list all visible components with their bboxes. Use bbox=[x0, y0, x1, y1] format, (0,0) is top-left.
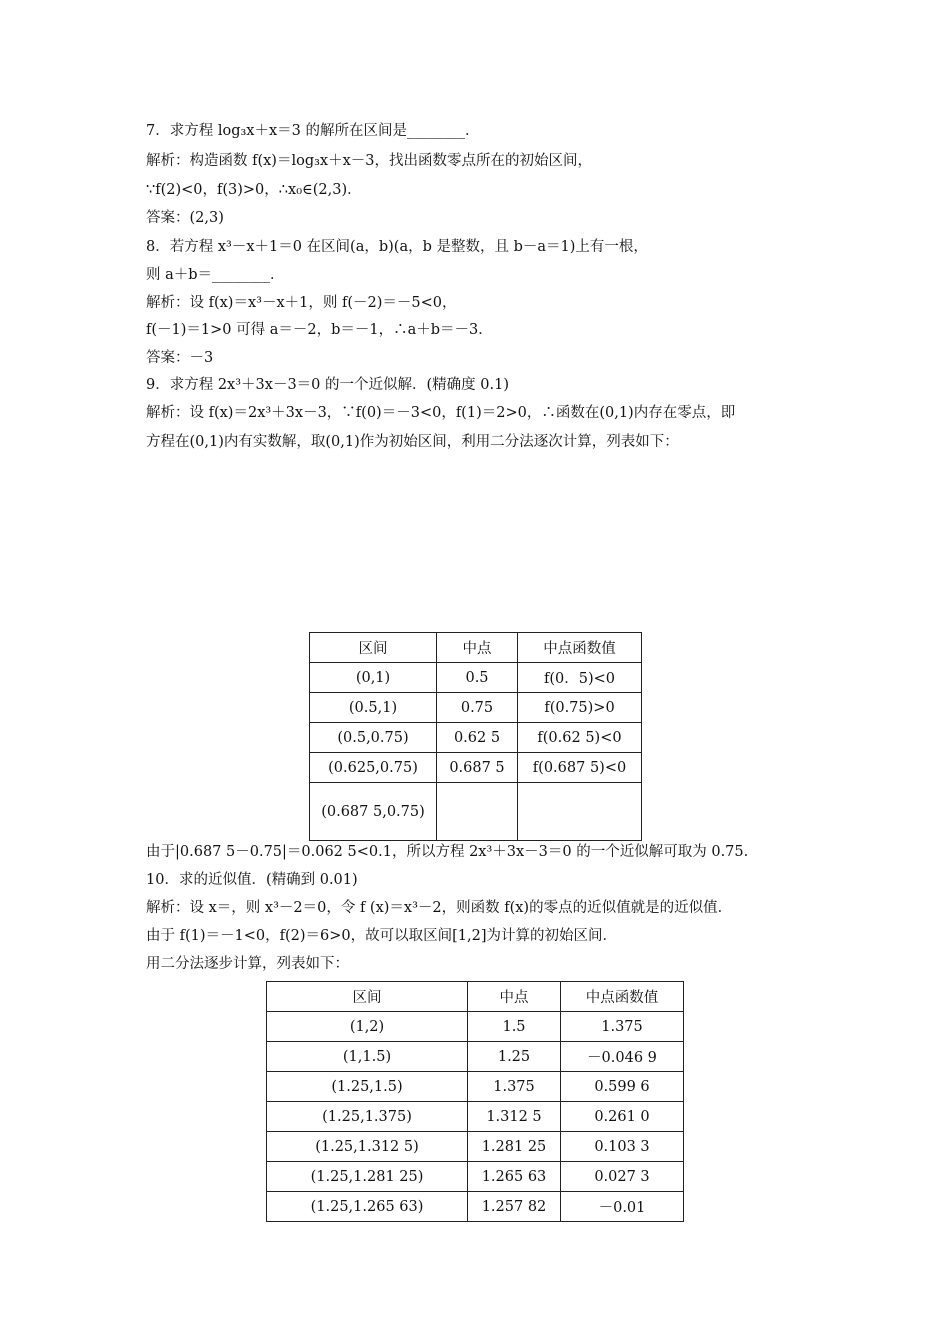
table-row bbox=[267, 1072, 684, 1102]
table-cell: 0.027 3 bbox=[561, 1162, 684, 1192]
problem-9-analysis: 解析：设 f(x)＝2x³＋3x－3，∵f(0)＝－3<0，f(1)＝2>0，∴函数在(0,1)内存在零点，即 bbox=[146, 405, 736, 421]
problem-10-question: 10．求的近似值．(精确到 0.01) bbox=[146, 872, 358, 888]
table-header: 区间 bbox=[310, 633, 437, 663]
table-cell: －0.046 9 bbox=[561, 1042, 684, 1072]
table-row bbox=[310, 723, 642, 753]
table-cell: f(0.62 5)<0 bbox=[518, 723, 642, 753]
table-cell: 1.375 bbox=[561, 1012, 684, 1042]
problem-8-question: 8．若方程 x³－x＋1＝0 在区间(a，b)(a，b 是整数，且 b－a＝1)上有一根， bbox=[146, 239, 648, 255]
table-cell: f(0.687 5)<0 bbox=[518, 753, 642, 783]
table-header: 中点 bbox=[437, 633, 518, 663]
table-row bbox=[267, 1102, 684, 1132]
table-cell: (0.687 5,0.75) bbox=[310, 783, 437, 841]
table-row bbox=[267, 1132, 684, 1162]
table-header: 中点函数值 bbox=[561, 982, 684, 1012]
table-cell: (1.25,1.281 25) bbox=[267, 1162, 468, 1192]
problem-7-analysis: 解析：构造函数 f(x)＝log₃x＋x－3，找出函数零点所在的初始区间， bbox=[146, 153, 593, 169]
table-cell: (0.625,0.75) bbox=[310, 753, 437, 783]
table-row bbox=[310, 693, 642, 723]
problem-8-analysis: 解析：设 f(x)＝x³－x＋1，则 f(－2)＝－5<0， bbox=[146, 295, 457, 311]
table-row bbox=[310, 753, 642, 783]
table-cell: (0,1) bbox=[310, 663, 437, 693]
table-row bbox=[267, 1042, 684, 1072]
table-row bbox=[267, 1162, 684, 1192]
problem-8-answer: 答案：－3 bbox=[146, 350, 214, 366]
problem-7-answer: 答案：(2,3) bbox=[146, 210, 224, 226]
table-header-row bbox=[267, 982, 684, 1012]
table-row bbox=[310, 783, 642, 841]
problem-10-reasoning: 由于 f(1)＝－1<0，f(2)＝6>0，故可以取区间[1,2]为计算的初始区间． bbox=[146, 928, 617, 944]
table-cell: (1.25,1.5) bbox=[267, 1072, 468, 1102]
problem-8-question-cont: 则 a＋b＝________． bbox=[146, 267, 285, 283]
table-cell: (0.5,1) bbox=[310, 693, 437, 723]
table-cell: 1.312 5 bbox=[468, 1102, 561, 1132]
table-row bbox=[267, 1192, 684, 1222]
bisection-table-1 bbox=[309, 632, 642, 841]
table-cell: (1.25,1.375) bbox=[267, 1102, 468, 1132]
table-header: 区间 bbox=[267, 982, 468, 1012]
problem-7-question: 7．求方程 log₃x＋x＝3 的解所在区间是________． bbox=[146, 123, 480, 139]
problem-9-question: 9．求方程 2x³＋3x－3＝0 的一个近似解．(精确度 0.1) bbox=[146, 377, 509, 393]
problem-8-reasoning: f(－1)＝1>0 可得 a＝－2，b＝－1，∴a＋b＝－3． bbox=[146, 322, 493, 338]
problem-9-analysis-cont: 方程在(0,1)内有实数解，取(0,1)作为初始区间，利用二分法逐次计算，列表如下： bbox=[146, 434, 679, 450]
table-cell: f(0．5)<0 bbox=[518, 663, 642, 693]
bisection-table-2 bbox=[266, 981, 684, 1222]
problem-10-analysis: 解析：设 x＝，则 x³－2＝0，令 f (x)＝x³－2，则函数 f(x)的零点的近似值就是的近似值． bbox=[146, 900, 733, 916]
table-cell: f(0.75)>0 bbox=[518, 693, 642, 723]
table-cell: (1,2) bbox=[267, 1012, 468, 1042]
table-cell: (0.5,0.75) bbox=[310, 723, 437, 753]
table-cell bbox=[518, 783, 642, 841]
problem-7-reasoning: ∵f(2)<0，f(3)>0，∴x₀∈(2,3)． bbox=[146, 182, 362, 198]
table-cell: 1.281 25 bbox=[468, 1132, 561, 1162]
table-cell: 0.261 0 bbox=[561, 1102, 684, 1132]
table-cell: 0.103 3 bbox=[561, 1132, 684, 1162]
table-cell: 1.257 82 bbox=[468, 1192, 561, 1222]
table-cell: 0.599 6 bbox=[561, 1072, 684, 1102]
table-cell bbox=[437, 783, 518, 841]
table-cell: 0.5 bbox=[437, 663, 518, 693]
table-header: 中点 bbox=[468, 982, 561, 1012]
table-cell: －0.01 bbox=[561, 1192, 684, 1222]
table-cell: (1.25,1.265 63) bbox=[267, 1192, 468, 1222]
table-cell: 0.687 5 bbox=[437, 753, 518, 783]
table-cell: 1.375 bbox=[468, 1072, 561, 1102]
table-cell: (1,1.5) bbox=[267, 1042, 468, 1072]
problem-9-conclusion: 由于|0.687 5－0.75|＝0.062 5<0.1，所以方程 2x³＋3x－3＝0 的一个近似解可取为 0.75. bbox=[146, 844, 749, 860]
problem-10-table-intro: 用二分法逐步计算，列表如下： bbox=[146, 956, 349, 972]
table-cell: 1.5 bbox=[468, 1012, 561, 1042]
table-cell: (1.25,1.312 5) bbox=[267, 1132, 468, 1162]
table-row bbox=[310, 663, 642, 693]
table-cell: 1.25 bbox=[468, 1042, 561, 1072]
table-cell: 0.62 5 bbox=[437, 723, 518, 753]
table-cell: 0.75 bbox=[437, 693, 518, 723]
table-header-row bbox=[310, 633, 642, 663]
table-header: 中点函数值 bbox=[518, 633, 642, 663]
table-cell: 1.265 63 bbox=[468, 1162, 561, 1192]
table-row bbox=[267, 1012, 684, 1042]
